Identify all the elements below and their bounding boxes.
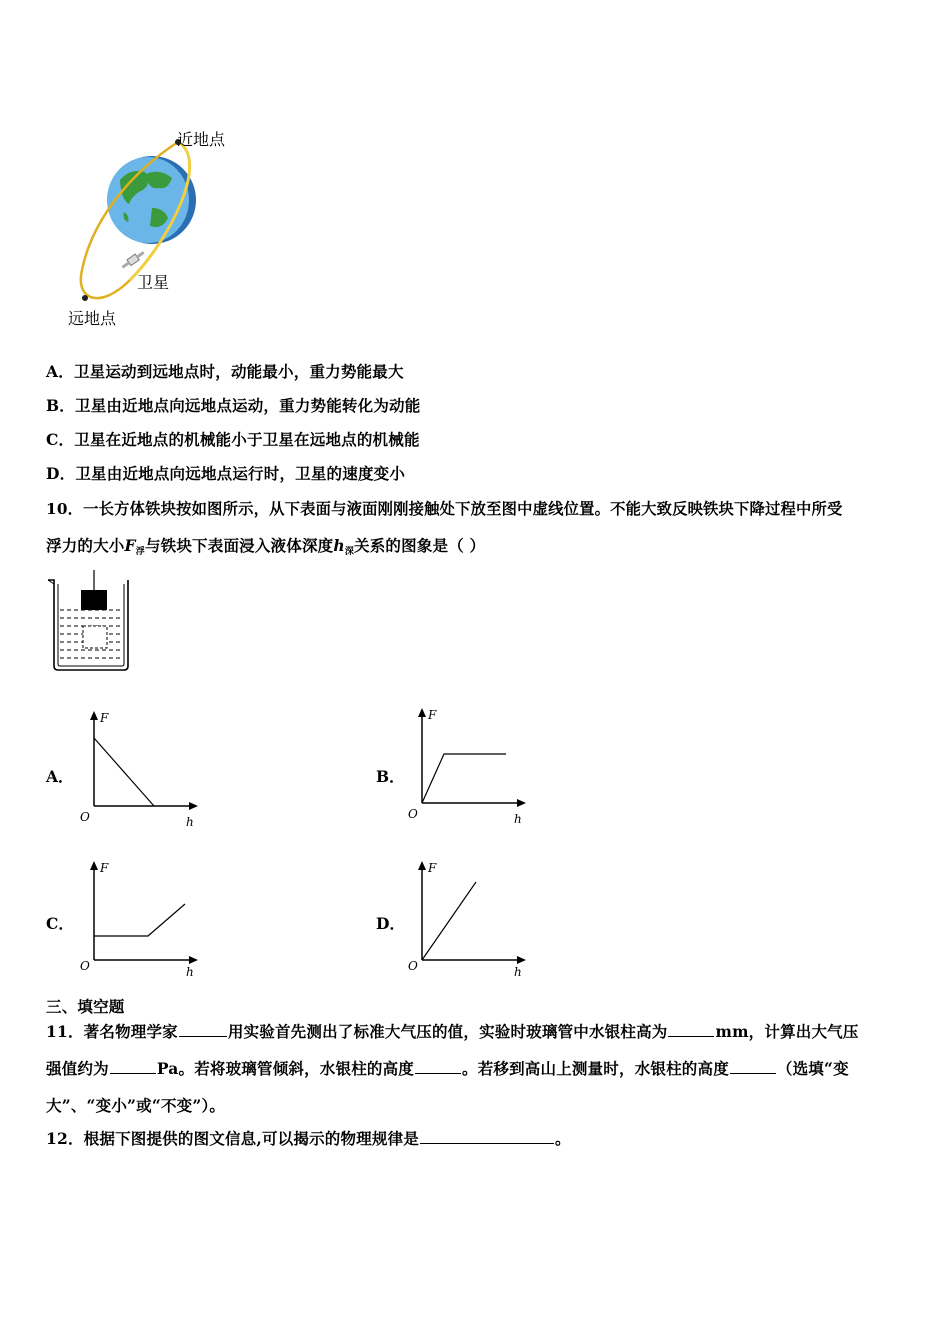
y-axis-label: F: [100, 861, 109, 875]
q11-line1: [46, 1020, 859, 1042]
symbol-h: h: [333, 536, 345, 555]
dashed-position: [83, 626, 107, 648]
q11-text: 11．著名物理学家: [46, 1022, 178, 1041]
graph-c: [76, 856, 206, 981]
graph-d: [404, 856, 534, 981]
option-letter: B．: [46, 396, 76, 415]
answer-blank[interactable]: [730, 1058, 776, 1074]
q11-line2: [46, 1057, 849, 1079]
q9-option-a: [46, 360, 404, 382]
q12-line: [46, 1127, 571, 1149]
q11-text: 用实验首先测出了标准大气压的值，实验时玻璃管中水银柱高为: [227, 1022, 668, 1041]
option-text: 卫星由近地点向远地点运动，重力势能转化为动能: [75, 396, 421, 415]
section-title: 三、填空题: [46, 997, 125, 1016]
y-axis-label: F: [100, 711, 109, 725]
graph-line: [94, 904, 185, 936]
option-letter: C．: [46, 430, 75, 449]
option-letter: A．: [46, 362, 74, 381]
graph-line: [422, 882, 476, 960]
x-axis-label: h: [186, 815, 194, 829]
q9-option-c: [46, 428, 420, 450]
q11-text: （选填“变: [776, 1059, 849, 1078]
q10-text: 与铁块下表面浸入液体深度: [144, 536, 334, 555]
graph-line: [422, 754, 506, 803]
q11-line3: 大”、“变小”或“不变”）。: [46, 1096, 226, 1115]
graph-option-d-label: D．: [376, 914, 405, 933]
graph-line: [94, 738, 154, 806]
symbol-F: F: [124, 536, 136, 555]
option-letter: D．: [46, 464, 76, 483]
x-axis-label: h: [514, 812, 522, 826]
origin-label: O: [408, 959, 418, 973]
answer-blank[interactable]: [415, 1058, 461, 1074]
graph-option-a-label: A．: [46, 767, 74, 786]
graph-a: [76, 706, 206, 831]
q11-text: 强值约为: [46, 1059, 109, 1078]
q12-text: 12．根据下图提供的图文信息,可以揭示的物理规律是: [46, 1129, 419, 1148]
orbit-figure: [60, 120, 260, 335]
y-axis-label: F: [428, 861, 437, 875]
apogee-dot: [82, 295, 88, 301]
option-text: 卫星运动到远地点时，动能最小，重力势能最大: [73, 362, 404, 381]
origin-label: O: [80, 810, 90, 824]
q11-text: Pa。若将玻璃管倾斜，水银柱的高度: [156, 1059, 414, 1078]
answer-blank[interactable]: [420, 1128, 554, 1144]
q10-text: 浮力的大小: [46, 536, 125, 555]
answer-blank[interactable]: [668, 1021, 714, 1037]
q11-text: mm，计算出大气压: [715, 1022, 859, 1041]
subscript-depth: 深: [344, 547, 355, 557]
apogee-label: 远地点: [68, 309, 117, 328]
answer-blank[interactable]: [179, 1021, 227, 1037]
option-text: 卫星在近地点的机械能小于卫星在远地点的机械能: [74, 430, 420, 449]
beaker-figure: [44, 570, 136, 675]
q10-text: 关系的图象是（ ）: [354, 536, 486, 555]
y-axis-label: F: [428, 708, 437, 722]
x-axis-label: h: [514, 965, 522, 979]
q9-option-b: [46, 394, 420, 416]
q10-stem-line2: [46, 534, 485, 557]
origin-label: O: [80, 959, 90, 973]
satellite-label: 卫星: [137, 273, 170, 292]
graph-option-c-label: C．: [46, 914, 74, 933]
earth-orbit-illustration: [60, 120, 260, 335]
graph-b: [404, 703, 534, 828]
perigee-label: 近地点: [177, 130, 226, 149]
subscript-float: 浮: [135, 547, 145, 557]
iron-block: [81, 590, 107, 610]
q10-stem-line1: 10．一长方体铁块按如图所示，从下表面与液面刚刚接触处下放至图中虚线位置。不能大致反映铁块下降过程中所受: [46, 500, 843, 518]
q9-option-d: [46, 462, 405, 484]
q12-text: 。: [554, 1129, 571, 1148]
x-axis-label: h: [186, 965, 194, 979]
q11-text: 。若移到高山上测量时，水银柱的高度: [462, 1059, 729, 1078]
answer-blank[interactable]: [110, 1058, 156, 1074]
origin-label: O: [408, 807, 418, 821]
option-text: 卫星由近地点向远地点运行时，卫星的速度变小: [75, 464, 406, 483]
graph-option-b-label: B．: [376, 767, 405, 786]
